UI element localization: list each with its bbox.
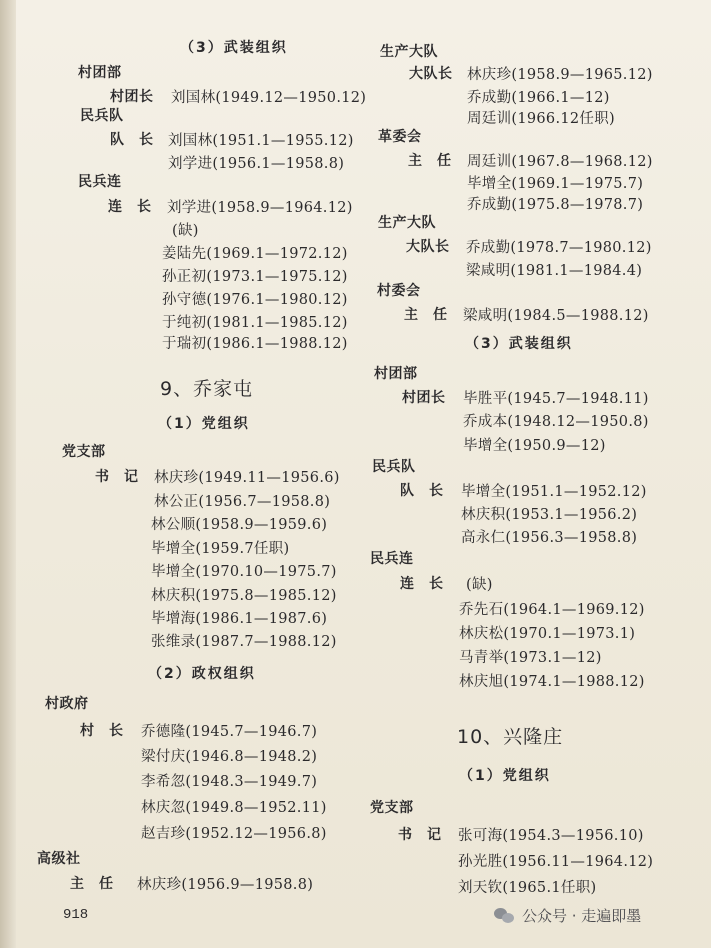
page-edge — [0, 0, 16, 948]
entry: 乔成勤(1975.8—1978.7) — [467, 197, 644, 213]
entry: 高永仁(1956.3—1958.8) — [461, 530, 638, 546]
entry: 李希忽(1948.3—1949.7) — [141, 774, 318, 790]
org-heading: 党支部 — [62, 444, 106, 460]
entry: 林庆积(1975.8—1985.12) — [151, 588, 337, 604]
org-heading: 村委会 — [377, 283, 421, 299]
entry: 林庆积(1953.1—1956.2) — [461, 507, 638, 523]
entry: 孙正初(1973.1—1975.12) — [162, 269, 348, 285]
entry: 梁付庆(1946.8—1948.2) — [141, 749, 318, 765]
entry: 于纯初(1981.1—1985.12) — [162, 315, 348, 331]
entry: 马青举(1973.1—12) — [459, 650, 602, 666]
org-heading: 党支部 — [370, 800, 414, 816]
entry: 孙守德(1976.1—1980.12) — [162, 292, 348, 308]
page-number: 918 — [63, 907, 89, 923]
role-label: 书 记 — [398, 827, 442, 843]
entry: 林庆忽(1949.8—1952.11) — [141, 800, 327, 816]
org-heading: 村团部 — [78, 65, 122, 81]
entry: 毕增全(1970.10—1975.7) — [151, 564, 337, 580]
entry: 林公顺(1958.9—1959.6) — [151, 517, 328, 533]
entry: 乔先石(1964.1—1969.12) — [459, 602, 645, 618]
role-label: 主 任 — [408, 153, 452, 169]
org-heading: 民兵连 — [78, 174, 122, 190]
role-label: 主 任 — [70, 876, 114, 892]
entry: 林庆旭(1974.1—1988.12) — [459, 674, 645, 690]
entry: 乔成本(1948.12—1950.8) — [463, 414, 649, 430]
entry: 林庆珍(1956.9—1958.8) — [137, 877, 314, 893]
role-label: 书 记 — [95, 469, 139, 485]
section-title: （3）武装组织 — [465, 336, 573, 352]
entry: 周廷训(1966.12任职) — [467, 111, 615, 127]
org-heading: 生产大队 — [380, 44, 438, 60]
entry: 张维录(1987.7—1988.12) — [151, 634, 337, 650]
role-label: 村团长 — [110, 89, 154, 105]
role-label: 村 长 — [80, 723, 124, 739]
entry: 刘学进(1956.1—1958.8) — [168, 156, 345, 172]
entry: 梁咸明(1984.5—1988.12) — [463, 308, 649, 324]
role-label: 连 长 — [108, 199, 152, 215]
org-heading: 民兵队 — [80, 108, 124, 124]
wechat-icon — [494, 907, 516, 925]
watermark — [494, 905, 641, 926]
entry: 毕增全(1959.7任职) — [151, 541, 290, 557]
entry: 毕增全(1950.9—12) — [463, 438, 606, 454]
section-title: （2）政权组织 — [148, 666, 256, 682]
entry: 林公正(1956.7—1958.8) — [154, 494, 331, 510]
entry: 乔成勤(1966.1—12) — [467, 90, 610, 106]
entry: 刘天钦(1965.1任职) — [458, 880, 597, 896]
entry: 张可海(1954.3—1956.10) — [458, 828, 644, 844]
entry: 赵吉珍(1952.12—1956.8) — [141, 826, 327, 842]
entry: 刘学进(1958.9—1964.12) — [167, 200, 353, 216]
entry: 刘国林(1949.12—1950.12) — [171, 90, 367, 106]
entry: 刘国林(1951.1—1955.12) — [168, 133, 354, 149]
entry: 乔德隆(1945.7—1946.7) — [141, 724, 318, 740]
role-label: 队 长 — [110, 132, 154, 148]
entry: 林庆松(1970.1—1973.1) — [459, 626, 636, 642]
org-heading: 村团部 — [374, 366, 418, 382]
entry: 林庆珍(1949.11—1956.6) — [154, 470, 340, 486]
section-title: （1）党组织 — [158, 416, 250, 432]
org-heading: 民兵队 — [372, 459, 416, 475]
entry: 毕增海(1986.1—1987.6) — [151, 611, 328, 627]
org-heading: 村政府 — [45, 696, 89, 712]
section-title: （3）武装组织 — [180, 40, 288, 56]
entry: 乔成勤(1978.7—1980.12) — [466, 240, 652, 256]
role-label: 队 长 — [400, 483, 444, 499]
entry: 毕胜平(1945.7—1948.11) — [463, 391, 649, 407]
role-label: 主 任 — [404, 307, 448, 323]
org-heading: 生产大队 — [378, 215, 436, 231]
entry: 于瑞初(1986.1—1988.12) — [162, 336, 348, 352]
role-label: 大队长 — [409, 66, 453, 82]
entry: 毕增全(1969.1—1975.7) — [467, 176, 644, 192]
entry: 孙光胜(1956.11—1964.12) — [458, 854, 654, 870]
role-label: 连 长 — [400, 576, 444, 592]
entry: 姜陆先(1969.1—1972.12) — [162, 246, 348, 262]
org-heading: 民兵连 — [370, 551, 414, 567]
role-label: 大队长 — [406, 239, 450, 255]
entry: 周廷训(1967.8—1968.12) — [467, 154, 653, 170]
village-heading: 10、兴隆庄 — [457, 726, 564, 748]
role-label: 村团长 — [402, 390, 446, 406]
entry: (缺) — [172, 223, 199, 239]
watermark-text: 公众号 · 走遍即墨 — [522, 907, 642, 925]
village-heading: 9、乔家屯 — [160, 378, 254, 400]
entry: 林庆珍(1958.9—1965.12) — [467, 67, 653, 83]
entry: (缺) — [466, 577, 493, 593]
org-heading: 高级社 — [37, 851, 81, 867]
org-heading: 革委会 — [378, 129, 422, 145]
entry: 毕增全(1951.1—1952.12) — [461, 484, 647, 500]
entry: 梁咸明(1981.1—1984.4) — [466, 263, 643, 279]
section-title: （1）党组织 — [459, 768, 551, 784]
